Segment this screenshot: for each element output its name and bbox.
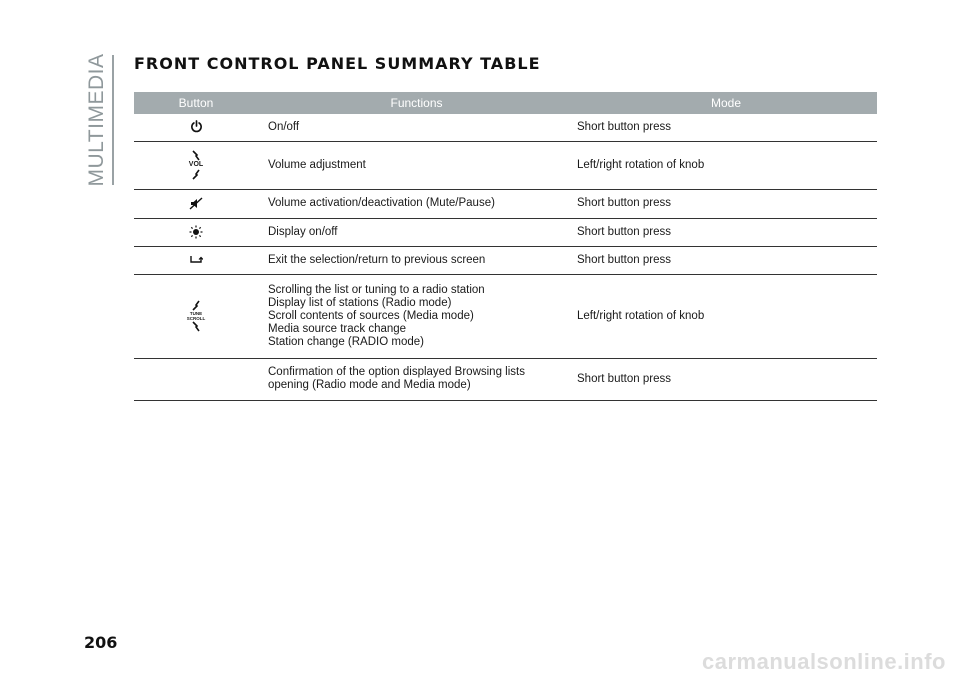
function-cell: Exit the selection/return to previous screen	[258, 246, 575, 274]
button-cell	[134, 189, 258, 218]
summary-table	[134, 92, 877, 401]
tune-label: TUNE	[189, 311, 203, 316]
function-cell: Display on/off	[258, 218, 575, 246]
section-tab	[82, 55, 114, 185]
table-header-row	[134, 92, 877, 114]
function-cell	[258, 358, 575, 400]
function-cell: Volume activation/deactivation (Mute/Pause)	[258, 189, 575, 218]
button-cell	[134, 358, 258, 400]
table-row	[134, 358, 877, 400]
scroll-label: SCROLL	[186, 316, 206, 321]
display-icon	[189, 225, 203, 239]
page-title: FRONT CONTROL PANEL SUMMARY TABLE	[134, 54, 541, 73]
header-mode: Mode	[575, 92, 877, 114]
tune-scroll-knob-icon	[187, 300, 206, 332]
back-icon	[189, 254, 203, 264]
header-functions: Functions	[258, 92, 575, 114]
mode-cell: Short button press	[575, 114, 877, 141]
mode-cell: Left/right rotation of knob	[575, 141, 877, 189]
table-row	[134, 114, 877, 141]
button-cell	[134, 114, 258, 141]
vol-knob-icon	[189, 150, 203, 180]
watermark: carmanualsonline.info	[702, 649, 946, 674]
mute-icon	[189, 197, 203, 210]
header-button: Button	[134, 92, 258, 114]
section-tab-label: MULTIMEDIA	[85, 53, 108, 187]
function-text: Confirmation of the option displayed Browsing lists opening (Radio mode and Media mode)	[268, 366, 525, 391]
function-cell: On/off	[258, 114, 575, 141]
power-icon	[190, 120, 203, 133]
function-cell	[258, 274, 575, 358]
mode-cell: Short button press	[575, 218, 877, 246]
button-cell	[134, 141, 258, 189]
function-text: Scrolling the list or tuning to a radio station Display list of stations (Radio mode) Scroll contents of sources (Media mode) Media source track change Station change (RADIO mode)	[268, 283, 485, 348]
button-cell	[134, 274, 258, 358]
table-row	[134, 246, 877, 274]
table-row	[134, 274, 877, 358]
mode-cell: Short button press	[575, 189, 877, 218]
mode-cell: Left/right rotation of knob	[575, 274, 877, 358]
vol-label: VOL	[188, 161, 204, 168]
button-cell	[134, 218, 258, 246]
page-number: 206	[84, 633, 118, 652]
mode-cell: Short button press	[575, 246, 877, 274]
table-row	[134, 218, 877, 246]
mode-cell: Short button press	[575, 358, 877, 400]
button-cell	[134, 246, 258, 274]
table-row	[134, 189, 877, 218]
table-row	[134, 141, 877, 189]
function-cell: Volume adjustment	[258, 141, 575, 189]
